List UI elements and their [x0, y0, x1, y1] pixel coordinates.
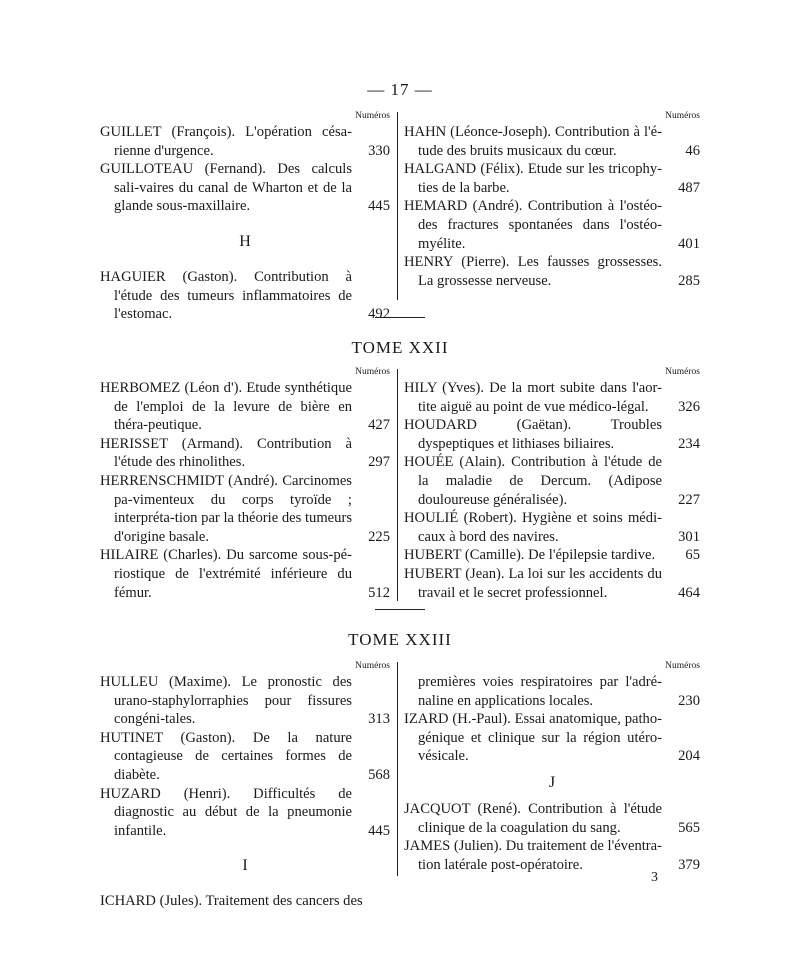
index-entry: HULLEU (Maxime). Le pronostic des urano-staphylorraphies pour fissures congéni-tales. 313 — [100, 674, 390, 728]
index-entry: ICHARD (Jules). Traitement des cancers des — [100, 893, 363, 910]
entry-number: 297 — [368, 454, 390, 471]
entry-number: 445 — [368, 822, 390, 839]
index-entry: HENRY (Pierre). Les fausses grossesses. La grossesse nerveuse. 285 — [404, 254, 700, 289]
index-entry: HOUDARD (Gaëtan). Troubles dyspeptiques et lithiases biliaires. 234 — [404, 417, 700, 452]
index-entry: HILY (Yves). De la mort subite dans l'aor-tite aiguë au point de vue médico-légal. 326 — [404, 380, 700, 415]
numeros-header: Numéros — [355, 367, 390, 377]
index-entry: HOUÉE (Alain). Contribution à l'étude de la maladie de Dercum. (Adipose douloureuse généralisée). 227 — [404, 454, 700, 508]
tome-rule — [375, 317, 425, 318]
tome-title: TOME XXIII — [348, 630, 452, 649]
index-entry: HOULIÉ (Robert). Hygiène et soins médi-caux à bord des navires. 301 — [404, 510, 700, 545]
index-entry-continued: premières voies respiratoires par l'adré-naline en applications locales. 230 — [418, 674, 700, 709]
index-entry: HUZARD (Henri). Difficultés de diagnostic au début de la pneumonie infantile. 445 — [100, 785, 390, 839]
entry-number: 379 — [678, 856, 700, 873]
index-entry: HUBERT (Jean). La loi sur les accidents du travail et le secret professionnel. 464 — [404, 565, 700, 601]
section-letter: H — [239, 232, 251, 250]
s3-left-column — [100, 660, 390, 911]
entry-number: 225 — [368, 528, 390, 545]
index-entry: GUILLET (François). L'opération césa-rienne d'urgence. 330 — [100, 124, 390, 159]
numeros-header: Numéros — [355, 111, 390, 121]
entry-number: 230 — [678, 692, 700, 709]
s2-left-column — [100, 366, 390, 602]
entry-number: 65 — [685, 547, 700, 564]
index-entry: HUTINET (Gaston). De la nature contagieuse de certaines formes de diabète. 568 — [100, 729, 390, 783]
entry-number: 401 — [678, 235, 700, 252]
tome-title: TOME XXII — [351, 338, 449, 357]
numeros-header: Numéros — [665, 367, 700, 377]
column-divider — [397, 369, 398, 601]
column-divider — [397, 112, 398, 300]
signature-mark: 3 — [651, 870, 658, 885]
s2-right-column — [404, 366, 700, 602]
entry-number: 464 — [678, 584, 700, 601]
section-letter: J — [548, 773, 556, 791]
entry-number: 227 — [678, 491, 700, 508]
index-entry: HERBOMEZ (Léon d'). Etude synthétique de l'emploi de la levure de bière en théra-peutique. 427 — [100, 380, 390, 434]
numeros-header: Numéros — [665, 111, 700, 121]
column-divider — [397, 662, 398, 876]
s1-right-column — [404, 110, 700, 290]
s1-left-column — [100, 110, 390, 324]
section-letter: I — [242, 857, 248, 875]
entry-number: 285 — [678, 272, 700, 289]
entry-number: 445 — [368, 198, 390, 215]
entry-number: 492 — [368, 306, 390, 323]
index-entry: HEMARD (André). Contribution à l'ostéo-des fractures spontanées dans l'ostéo-myélite. 401 — [404, 198, 700, 252]
entry-number: 565 — [678, 819, 700, 836]
index-entry: HERRENSCHMIDT (André). Carcinomes pa-vimenteux du corps tyroïde ; interpréta-tion par la théorie des tumeurs d'origine basale. 225 — [100, 472, 390, 545]
entry-number: 234 — [678, 435, 700, 452]
index-entry: HUBERT (Camille). De l'épilepsie tardive. 65 — [404, 547, 700, 564]
page-number: — 17 — — [367, 80, 433, 99]
index-entry: JACQUOT (René). Contribution à l'étude clinique de la coagulation du sang. 565 — [404, 800, 700, 836]
entry-number: 568 — [368, 766, 390, 783]
index-entry: HAGUIER (Gaston). Contribution à l'étude des tumeurs inflammatoires de l'estomac. 492 — [100, 268, 390, 323]
index-entry: HERISSET (Armand). Contribution à l'étude des rhinolithes. 297 — [100, 435, 390, 471]
entry-number: 326 — [678, 398, 700, 415]
index-entry: HALGAND (Félix). Etude sur les tricophy-ties de la barbe. 487 — [404, 161, 700, 196]
entry-number: 301 — [678, 528, 700, 545]
index-entry: HAHN (Léonce-Joseph). Contribution à l'é-tude des bruits musicaux du cœur. 46 — [404, 124, 700, 159]
entry-number: 427 — [368, 417, 390, 434]
index-entry: IZARD (H.-Paul). Essai anatomique, patho-génique et clinique sur la région utéro-vésicale. 204 — [404, 711, 700, 765]
numeros-header: Numéros — [355, 661, 390, 671]
numeros-header: Numéros — [665, 661, 700, 671]
entry-number: 204 — [678, 748, 700, 765]
entry-number: 512 — [368, 584, 390, 601]
s3-right-column — [404, 660, 700, 874]
entry-number: 487 — [678, 179, 700, 196]
index-entry: HILAIRE (Charles). Du sarcome sous-pé-riostique de l'extrémité inférieure du fémur. 512 — [100, 547, 390, 601]
entry-number: 46 — [685, 142, 700, 159]
index-entry: JAMES (Julien). Du traitement de l'éventra-tion latérale post-opératoire. 379 — [404, 838, 700, 873]
tome-rule — [375, 609, 425, 610]
index-entry: GUILLOTEAU (Fernand). Des calculs sali-vaires du canal de Wharton et de la glande sous-maxillaire. 445 — [100, 161, 390, 215]
entry-number: 330 — [368, 142, 390, 159]
entry-number: 313 — [368, 711, 390, 728]
